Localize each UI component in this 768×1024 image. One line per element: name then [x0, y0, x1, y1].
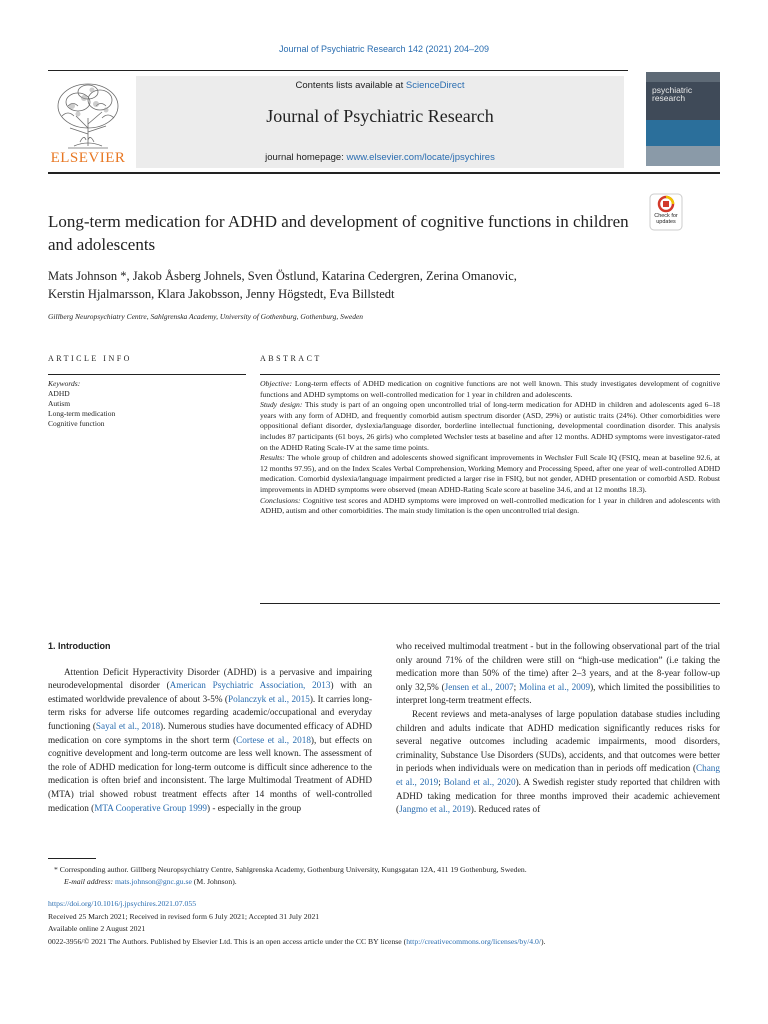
cover-blue-band — [646, 120, 720, 146]
keyword-item: Cognitive function — [48, 419, 105, 428]
intro-paragraph-2 — [396, 708, 720, 817]
authors-line2[interactable]: Kerstin Hjalmarsson, Klara Jakobsson, Jenny Högstedt, Eva Billstedt — [48, 287, 395, 301]
masthead-rule-bottom — [48, 172, 720, 174]
license-link[interactable]: http://creativecommons.org/licenses/by/4.0/ — [406, 936, 541, 946]
text-run: who received multimodal treatment - but in the following observational part of the trial only around 71% of the children were still on “high-use medication” (i.e taking the medication more than 50% of the time) after 2–3 years, and at the 8-year follow-up only 32,5% ( — [396, 641, 720, 692]
text-run: ; — [438, 776, 444, 787]
abstract-body — [260, 379, 720, 517]
cover-grey-band — [646, 146, 720, 166]
abstract-design — [260, 400, 720, 453]
article-info-heading: ARTICLE INFO — [48, 354, 132, 363]
results-label: Results: — [260, 453, 285, 463]
conclusions-text: Cognitive test scores and ADHD symptoms were improved on well-controlled medication for 1 year in children and adolescents with ADHD, autism and other comorbidities. The main study limitation is the open uncontrolled trial design. — [260, 495, 720, 516]
text-run: ), which limited the possibilities to interpret long-term treatment effects. — [396, 681, 720, 706]
text-run: ; — [513, 681, 519, 692]
keywords-block — [48, 379, 246, 429]
abstract-conclusions — [260, 496, 720, 517]
license-line — [48, 936, 720, 949]
homepage-prefix: journal homepage: — [265, 152, 347, 163]
check-for-updates-label[interactable] — [644, 213, 688, 225]
citation-link[interactable]: Boland et al., 2020 — [443, 776, 516, 787]
objective-text: Long-term effects of ADHD medication on cognitive functions are not well known. This study investigates development of cognitive functions and ADHD symptoms on well-controlled medication for 1 year in children and adolescents. — [260, 379, 720, 399]
design-text: This study is part of an ongoing open uncontrolled trial of long-term medication for ADHD in children and adolescents aged 6–18 years with any form of ADHD, and frequently comorbid autism spectrum disorder (ASD, 29%) or autistic traits (24%). Other comorbidities were oppositional defiant disorder, dyslexia/language disorder, borderline intellectual functioning, developmental coordination disorder. This analysis includes 87 participants (61 boys, 26 girls) who completed Wechsler tests at baseline and after 12 months. ADHD symptoms were investigator-rated on the ADHD Rating Scale-IV at the same time points. — [260, 400, 720, 452]
intro-paragraph-1-cont — [396, 640, 720, 708]
cover-title-line1: psychiatric — [652, 85, 693, 95]
homepage-line — [136, 152, 624, 163]
body-column-right — [396, 640, 720, 817]
license-text: 0022-3956/© 2021 The Authors. Published by Elsevier Ltd. This is an open access article under the CC BY license ( — [48, 936, 407, 946]
text-run: ) with an estimated worldwide prevalence of about 3-5% ( — [48, 680, 373, 704]
homepage-link[interactable]: www.elsevier.com/locate/jpsychires — [346, 152, 495, 163]
objective-label: Objective: — [260, 379, 293, 388]
author-list — [48, 267, 668, 303]
abstract-heading: ABSTRACT — [260, 354, 322, 363]
keyword-item: Long-term medication — [48, 409, 116, 418]
cover-title — [652, 86, 692, 102]
abstract-objective — [260, 379, 720, 400]
abstract-results — [260, 453, 720, 495]
authors-line1[interactable]: Mats Johnson *, Jakob Åsberg Johnels, Sven Östlund, Katarina Cedergren, Zerina Omanovic, — [48, 269, 517, 283]
affiliation: Gillberg Neuropsychiatry Centre, Sahlgrenska Academy, University of Gothenburg, Gothenburg, Sweden — [48, 312, 364, 321]
citation-link[interactable]: Chang et al., 2019 — [396, 763, 720, 787]
received-dates: Received 25 March 2021; Received in revised form 6 July 2021; Accepted 31 July 2021 — [48, 911, 320, 921]
intro-paragraph-1 — [48, 666, 372, 816]
results-text: The whole group of children and adolescents showed significant improvements in Wechsler Full Scale IQ (FSIQ, mean at baseline 92.6, at 12 months 97.95), and on the Index Scales Verbal Comprehension, Working Memory and Processing Speed, after one year of well-controlled ADHD medication. Comorbid dyslexia/language impairment predicted a larger rise in FSIQ, but not gender, ADHD presentation or comorbid ASD. Robust improvements in ADHD symptoms were observed (mean ADHD-Rating Scale score at baseline 34.6, and at 12 months 18.3). — [260, 453, 720, 494]
contents-prefix: Contents lists available at — [295, 80, 406, 91]
citation-link[interactable]: Sayal et al., 2018 — [95, 720, 161, 731]
footnote-rule — [48, 858, 96, 859]
journal-title: Journal of Psychiatric Research — [266, 106, 494, 126]
citation-link[interactable]: Cortese et al., 2018 — [236, 734, 311, 745]
email-link[interactable]: mats.johnson@gnc.gu.se — [114, 877, 192, 886]
cover-top-band — [646, 72, 720, 82]
abstract-rule — [260, 374, 720, 375]
keyword-item: Autism — [48, 399, 71, 408]
text-run: ). A Swedish register study reported that children with ADHD taking medication for three months improved their academic achievement ( — [396, 776, 720, 815]
text-run: ). It carries long-term risks for adverse life outcomes regarding academic/occupational and everyday functioning ( — [48, 693, 373, 731]
doi-link[interactable]: https://doi.org/10.1016/j.jpsychires.2021.07.055 — [48, 899, 197, 908]
citation-link[interactable]: Polanczyk et al., 2015 — [227, 693, 310, 704]
license-close: ). — [541, 936, 546, 946]
contents-line — [136, 80, 624, 91]
corresponding-author-note: * Corresponding author. Gillberg Neuropsychiatry Centre, Sahlgrenska Academy, Gothenburg University, Kungsgatan 12A, 411 19 Gothenburg, Sweden. — [54, 865, 527, 874]
text-run: Attention Deficit Hyperactivity Disorder (ADHD) is a pervasive and impairing neurodevelopmental disorder ( — [48, 666, 372, 691]
text-run: ), but effects on cognitive development and long-term outcome are less well known. The assessment of the role of ADHD medication for long-term outcome is difficult since adherence to the medication is often brief and inconsistent. The large Multimodal Treatment of ADHD (MTA) trial showed robust treatment effects after 14 months of well-controlled medication ( — [48, 734, 372, 813]
design-label: Study design: — [260, 400, 303, 410]
text-run: ). Numerous studies have documented efficacy of ADHD medication on core symptoms in the short term ( — [48, 720, 372, 745]
text-run: ) - especially in the group — [207, 802, 302, 813]
email-note — [48, 876, 720, 888]
check-for-updates-icon[interactable] — [646, 192, 686, 232]
sciencedirect-link[interactable]: ScienceDirect — [405, 80, 465, 91]
article-title: Long-term medication for ADHD and development of cognitive functions in children and adolescents — [48, 212, 629, 254]
keyword-item: ADHD — [48, 389, 70, 398]
article-info-rule — [48, 374, 246, 375]
section-heading-introduction: 1. Introduction — [48, 641, 111, 651]
citation-link[interactable]: MTA Cooperative Group 1999 — [94, 802, 208, 813]
footnotes — [48, 864, 720, 888]
check-label-line2: updates — [656, 219, 676, 225]
text-run: ). Reduced rates of — [470, 804, 541, 815]
citation-link[interactable]: American Psychiatric Association, 2013 — [169, 680, 331, 691]
elsevier-wordmark: ELSEVIER — [50, 150, 126, 166]
citation-link[interactable]: Jangmo et al., 2019 — [399, 804, 471, 815]
cover-title-line2: research — [652, 93, 686, 103]
conclusions-label: Conclusions: — [260, 495, 301, 505]
online-date: Available online 2 August 2021 — [48, 924, 146, 933]
publication-info — [48, 898, 720, 948]
text-run: Recent reviews and meta-analyses of large population database studies including children and adults indicate that ADHD medication significantly reduces risks for several negative outcomes including academic impairments, mood disorders, criminality, Substance Use Disorders (SUDs), accidents, and that outcomes were better in periods when individuals were on medication than in periods off medication ( — [396, 708, 720, 774]
masthead-rule-top — [48, 70, 628, 71]
email-suffix: (M. Johnson). — [191, 877, 237, 886]
journal-reference[interactable]: Journal of Psychiatric Research 142 (2021) 204–209 — [278, 44, 490, 54]
check-label-line1: Check for — [654, 213, 678, 219]
citation-link[interactable]: Jensen et al., 2007 — [444, 681, 514, 692]
keywords-label: Keywords: — [48, 379, 81, 388]
journal-cover-thumbnail[interactable] — [646, 72, 720, 166]
citation-link[interactable]: Molina et al., 2009 — [519, 681, 591, 692]
abstract-rule-bottom — [260, 603, 720, 604]
email-label: E-mail address: — [64, 877, 114, 886]
body-column-left — [48, 640, 372, 815]
